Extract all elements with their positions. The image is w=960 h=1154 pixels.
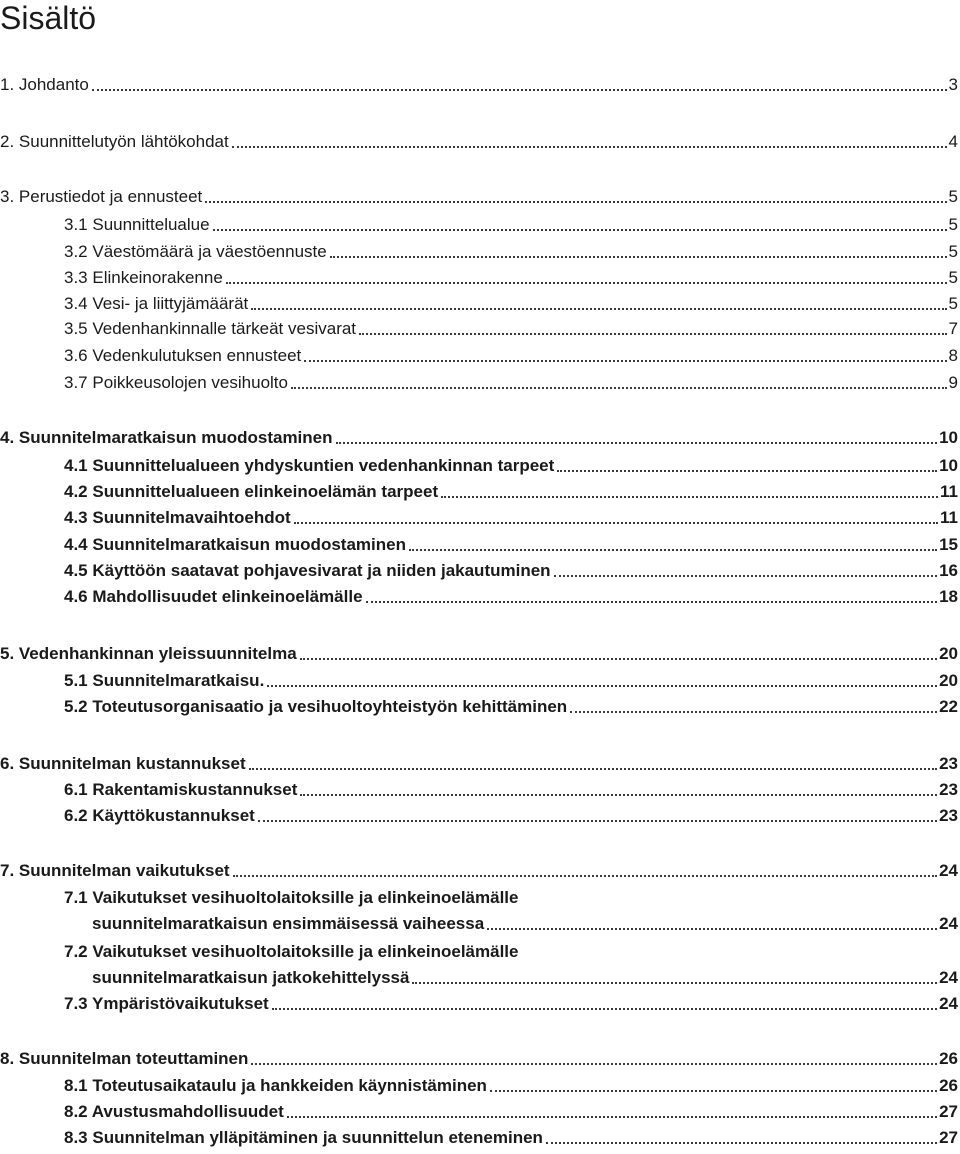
toc-dot-leader: [287, 1116, 937, 1118]
toc-dot-leader: [304, 360, 946, 362]
toc-entry-page-number: 27: [939, 1128, 958, 1147]
toc-entry: [0, 210, 958, 236]
toc-entry-label: 8.1 Toteutusaikataulu ja hankkeiden käynnistäminen: [64, 1076, 487, 1095]
toc-dot-leader: [336, 442, 938, 444]
toc-entry: [0, 883, 958, 909]
toc-entry-page-number: 16: [939, 561, 958, 580]
toc-entry: [0, 749, 958, 775]
toc-entry: [0, 341, 958, 367]
toc-entry-page-number: 23: [939, 754, 958, 773]
toc-entry: [0, 856, 958, 882]
toc-entry-label: suunnitelmaratkaisun ensimmäisessä vaiheessa: [92, 914, 485, 933]
toc-entry: [0, 237, 958, 263]
toc-dot-leader: [300, 794, 937, 796]
toc-entry: [0, 1123, 958, 1149]
toc-entry-label: 5.1 Suunnitelmaratkaisu.: [64, 671, 265, 690]
toc-entry-label: 1. Johdanto: [0, 75, 89, 94]
toc-entry: [0, 666, 958, 692]
toc-entry: [0, 263, 958, 289]
toc-entry: [0, 314, 958, 340]
toc-dot-leader: [570, 711, 937, 713]
toc-entry: [0, 775, 958, 801]
toc-entry-label: 7.3 Ympäristövaikutukset: [64, 994, 269, 1013]
toc-dot-leader: [232, 146, 947, 148]
toc-entry-page-number: 8: [948, 346, 958, 365]
toc-entry-label: 4.6 Mahdollisuudet elinkeinoelämälle: [64, 587, 363, 606]
toc-entry-page-number: 22: [939, 697, 958, 716]
toc-entry-page-number: 9: [948, 373, 958, 392]
toc-dot-leader: [272, 1008, 937, 1010]
toc-dot-leader: [487, 928, 937, 930]
toc-entry-label: 7.2 Vaikutukset vesihuoltolaitoksille ja elinkeinoelämälle: [64, 942, 519, 961]
toc-entry-page-number: 24: [939, 968, 958, 987]
toc-entry: [0, 503, 958, 529]
toc-dot-leader: [251, 1063, 937, 1065]
toc-entry: [0, 963, 958, 989]
toc-entry-page-number: 26: [939, 1049, 958, 1068]
toc-dot-leader: [366, 601, 938, 603]
toc-entry: [0, 582, 958, 608]
toc-entry-label: 7. Suunnitelman vaikutukset: [0, 861, 230, 880]
toc-entry-page-number: 15: [939, 535, 958, 554]
toc-dot-leader: [330, 256, 947, 258]
toc-entry: [0, 368, 958, 394]
toc-entry: [0, 639, 958, 665]
toc-entry-page-number: 11: [940, 508, 958, 527]
toc-entry-page-number: 26: [939, 1076, 958, 1095]
toc-entry-label: 3.1 Suunnittelualue: [64, 215, 210, 234]
toc-entry-label: 7.1 Vaikutukset vesihuoltolaitoksille ja elinkeinoelämälle: [64, 888, 519, 907]
toc-entry-label: 8.2 Avustusmahdollisuudet: [64, 1102, 284, 1121]
toc-entry: [0, 127, 958, 153]
toc-entry-page-number: 5: [948, 268, 958, 287]
toc-entry-page-number: 3: [948, 75, 958, 94]
toc-entry-page-number: 5: [948, 187, 958, 206]
toc-dot-leader: [226, 282, 947, 284]
toc-entry-label: 8. Suunnitelman toteuttaminen: [0, 1049, 249, 1068]
toc-entry-page-number: 20: [939, 644, 958, 663]
toc-entry-page-number: 4: [948, 132, 958, 151]
toc-entry-page-number: 7: [948, 319, 958, 338]
toc-entry: [0, 801, 958, 827]
toc-entry-page-number: 11: [940, 482, 958, 501]
toc-dot-leader: [546, 1142, 937, 1144]
toc-entry: [0, 1097, 958, 1123]
toc-entry: [0, 1071, 958, 1097]
toc-entry-page-number: 24: [939, 914, 958, 933]
toc-entry-label: 3.5 Vedenhankinnalle tärkeät vesivarat: [64, 319, 357, 338]
toc-entry-label: 4. Suunnitelmaratkaisun muodostaminen: [0, 428, 333, 447]
toc-entry-page-number: 27: [939, 1102, 958, 1121]
toc-dot-leader: [258, 820, 937, 822]
toc-dot-leader: [213, 229, 947, 231]
toc-entry: [0, 1044, 958, 1070]
toc-dot-leader: [412, 982, 937, 984]
toc-entry-label: 6.1 Rakentamiskustannukset: [64, 780, 298, 799]
toc-entry-page-number: 23: [939, 806, 958, 825]
toc-entry: [0, 423, 958, 449]
toc-entry-page-number: 18: [939, 587, 958, 606]
toc-dot-leader: [441, 496, 938, 498]
toc-entry-label: 4.3 Suunnitelmavaihtoehdot: [64, 508, 291, 527]
toc-entry: [0, 70, 958, 96]
toc-entry-label: 5.2 Toteutusorganisaatio ja vesihuoltoyhteistyön kehittäminen: [64, 697, 568, 716]
toc-entry: [0, 909, 958, 935]
toc-entry-label: 5. Vedenhankinnan yleissuunnitelma: [0, 644, 297, 663]
toc-dot-leader: [294, 522, 938, 524]
toc-dot-leader: [251, 308, 946, 310]
toc-entry-label: 3.4 Vesi- ja liittyjämäärät: [64, 294, 249, 313]
toc-dot-leader: [554, 575, 938, 577]
toc-entry-page-number: 5: [948, 294, 958, 313]
toc-entry-label: 6.2 Käyttökustannukset: [64, 806, 255, 825]
toc-entry-label: 4.1 Suunnittelualueen yhdyskuntien vedenhankinnan tarpeet: [64, 456, 555, 475]
toc-entry-page-number: 24: [939, 861, 958, 880]
page-title: Sisältö: [0, 0, 97, 36]
toc-entry-page-number: 10: [939, 428, 958, 447]
toc-dot-leader: [490, 1090, 937, 1092]
toc-dot-leader: [205, 201, 946, 203]
toc-entry-page-number: 20: [939, 671, 958, 690]
toc-dot-leader: [409, 549, 937, 551]
toc-entry-label: 3.2 Väestömäärä ja väestöennuste: [64, 242, 327, 261]
toc-dot-leader: [359, 333, 947, 335]
toc-entry-label: 4.4 Suunnitelmaratkaisun muodostaminen: [64, 535, 406, 554]
toc-dot-leader: [249, 768, 937, 770]
toc-entry-label: 4.2 Suunnittelualueen elinkeinoelämän tarpeet: [64, 482, 439, 501]
toc-entry: [0, 182, 958, 208]
toc-dot-leader: [300, 658, 937, 660]
toc-entry: [0, 556, 958, 582]
toc-entry-page-number: 5: [948, 215, 958, 234]
toc-entry: [0, 451, 958, 477]
toc-dot-leader: [557, 470, 937, 472]
toc-entry-label: 3.3 Elinkeinorakenne: [64, 268, 223, 287]
toc-entry-page-number: 5: [948, 242, 958, 261]
toc-entry: [0, 989, 958, 1015]
toc-entry-label: 3.6 Vedenkulutuksen ennusteet: [64, 346, 302, 365]
toc-entry-label: suunnitelmaratkaisun jatkokehittelyssä: [92, 968, 410, 987]
toc-entry: [0, 692, 958, 718]
toc-entry-page-number: 10: [939, 456, 958, 475]
toc-entry: [0, 477, 958, 503]
toc-entry-page-number: 24: [939, 994, 958, 1013]
toc-entry: [0, 530, 958, 556]
toc-entry: [0, 289, 958, 315]
toc-entry-label: 6. Suunnitelman kustannukset: [0, 754, 246, 773]
toc-dot-leader: [291, 387, 947, 389]
toc-entry-page-number: 23: [939, 780, 958, 799]
toc-entry-label: 3. Perustiedot ja ennusteet: [0, 187, 203, 206]
toc-entry: [0, 937, 958, 963]
toc-entry-label: 4.5 Käyttöön saatavat pohjavesivarat ja niiden jakautuminen: [64, 561, 551, 580]
toc-entry-label: 3.7 Poikkeusolojen vesihuolto: [64, 373, 288, 392]
toc-dot-leader: [267, 685, 937, 687]
toc-dot-leader: [233, 875, 938, 877]
toc-entry-label: 8.3 Suunnitelman ylläpitäminen ja suunnittelun eteneminen: [64, 1128, 543, 1147]
toc-dot-leader: [92, 89, 947, 91]
toc-entry-label: 2. Suunnittelutyön lähtökohdat: [0, 132, 229, 151]
